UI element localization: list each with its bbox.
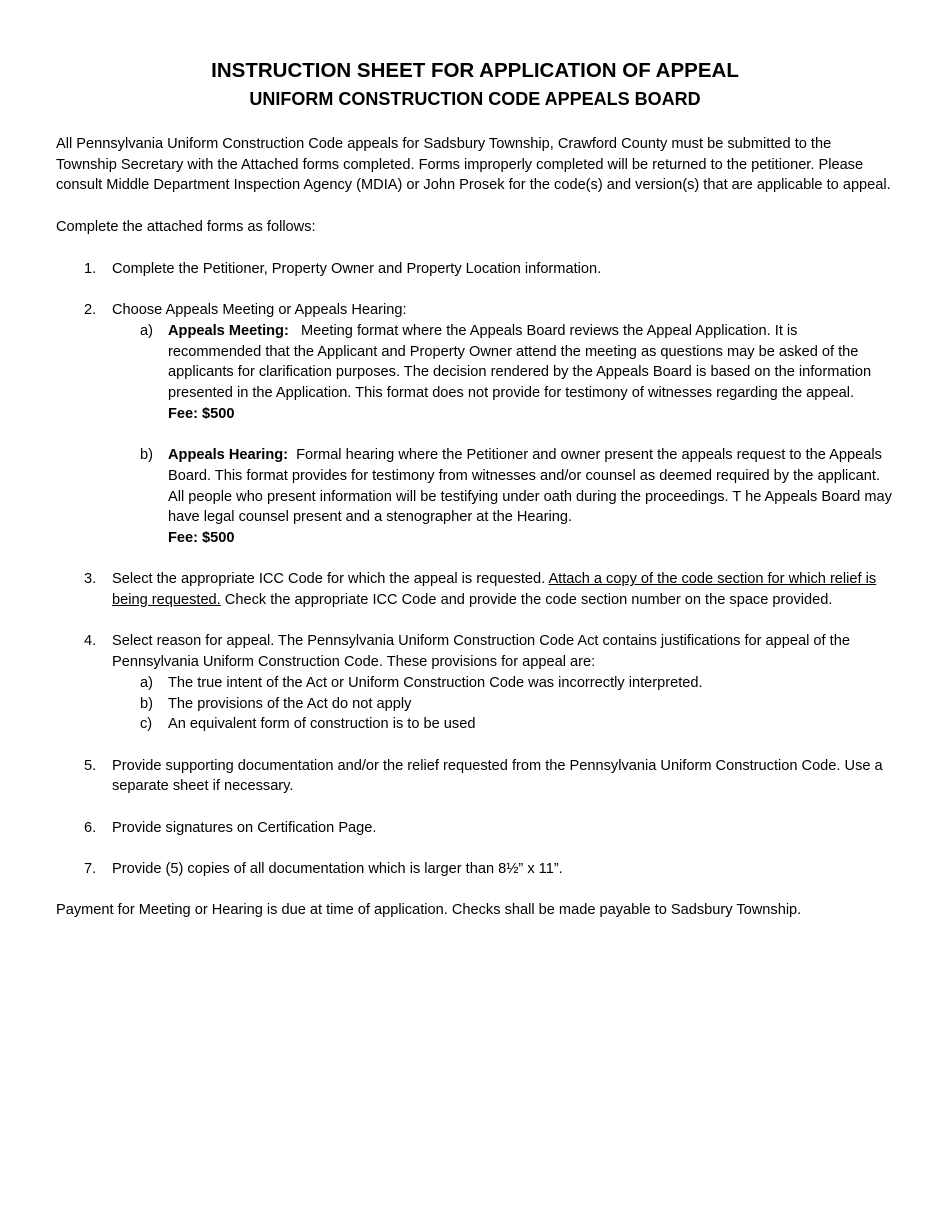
step-text: Provide supporting documentation and/or the relief requested from the Pennsylvania Uniform Construction Code. Use a separate sheet if necessary. [112, 757, 883, 795]
sub-item-letter: a) [140, 322, 153, 339]
instructions-lead: Complete the attached forms as follows: [56, 219, 316, 236]
step-2 [56, 300, 894, 548]
option-appeals-meeting [112, 321, 894, 425]
step-6 [56, 818, 894, 839]
reason-text: The true intent of the Act or Uniform Construction Code was incorrectly interpreted. [168, 674, 703, 691]
page-subtitle: UNIFORM CONSTRUCTION CODE APPEALS BOARD [249, 89, 701, 109]
reason-item [112, 673, 894, 694]
option-appeals-hearing [112, 445, 894, 549]
step-text: Select the appropriate ICC Code for which the appeal is requested. [112, 571, 546, 588]
sub-item-letter: a) [140, 674, 153, 691]
reason-item [112, 694, 894, 715]
reason-item [112, 714, 894, 735]
step-number: 7. [84, 861, 97, 878]
sub-item-letter: b) [140, 695, 153, 712]
option-description: Formal hearing where the Petitioner and owner present the appeals request to the Appeals Board. This format provides for testimony from witnesses and/or counsel as deemed required by the applicant. All people who present information will be testifying under oath during the proceedings. T he Appeals Board may have legal counsel present and a stenographer at the Hearing. [168, 447, 892, 526]
fee-label: Fee: $500 [168, 405, 235, 422]
step-number: 3. [84, 571, 97, 588]
step-number: 5. [84, 757, 97, 774]
payment-note: Payment for Meeting or Hearing is due at time of application. Checks shall be made payable to Sadsbury Township. [56, 902, 802, 919]
step-7 [56, 859, 894, 880]
appeal-type-list [112, 321, 894, 549]
fee-label: Fee: $500 [168, 529, 235, 546]
sub-item-letter: c) [140, 716, 153, 733]
step-5 [56, 756, 894, 797]
reason-text: An equivalent form of construction is to be used [168, 716, 476, 733]
step-text: Complete the Petitioner, Property Owner and Property Location information. [112, 260, 602, 277]
step-number: 1. [84, 260, 97, 277]
step-text: Provide signatures on Certification Page. [112, 819, 377, 836]
step-3 [56, 569, 894, 610]
option-label: Appeals Hearing: [168, 447, 289, 464]
step-text: Select reason for appeal. The Pennsylvania Uniform Construction Code Act contains justifications for appeal of the Pennsylvania Uniform Construction Code. These provisions for appeal are: [112, 633, 850, 671]
underlined-instruction: Attach a copy of the code section for which relief is being requested. [112, 571, 877, 609]
step-number: 6. [84, 819, 97, 836]
step-number: 2. [84, 302, 97, 319]
page-title: INSTRUCTION SHEET FOR APPLICATION OF APPEAL [211, 59, 739, 82]
instruction-list [56, 259, 894, 880]
appeal-reason-list [112, 673, 894, 735]
intro-paragraph: All Pennsylvania Uniform Construction Code appeals for Sadsbury Township, Crawford County must be submitted to the Township Secretary with the Attached forms completed. Forms improperly completed will be returned to the petitioner. Please consult Middle Department Inspection Agency (MDIA) or John Prosek for the code(s) and version(s) that are applicable to appeal. [56, 136, 891, 194]
step-1 [56, 259, 894, 280]
reason-text: The provisions of the Act do not apply [168, 695, 412, 712]
step-text: Choose Appeals Meeting or Appeals Hearing: [112, 302, 407, 319]
step-text-continued: Check the appropriate ICC Code and provide the code section number on the space provided. [224, 592, 833, 609]
step-text: Provide (5) copies of all documentation which is larger than 8½” x 11”. [112, 861, 563, 878]
step-number: 4. [84, 633, 97, 650]
sub-item-letter: b) [140, 447, 153, 464]
option-description: Meeting format where the Appeals Board reviews the Appeal Application. It is recommended that the Applicant and Property Owner attend the meeting as questions may be asked of the applicants for clarification purposes. The decision rendered by the Appeals Board is based on the information presented in the Application. This format does not provide for testimony of witnesses regarding the appeal. [168, 322, 872, 402]
option-label: Appeals Meeting: [168, 322, 289, 339]
step-4 [56, 631, 894, 735]
